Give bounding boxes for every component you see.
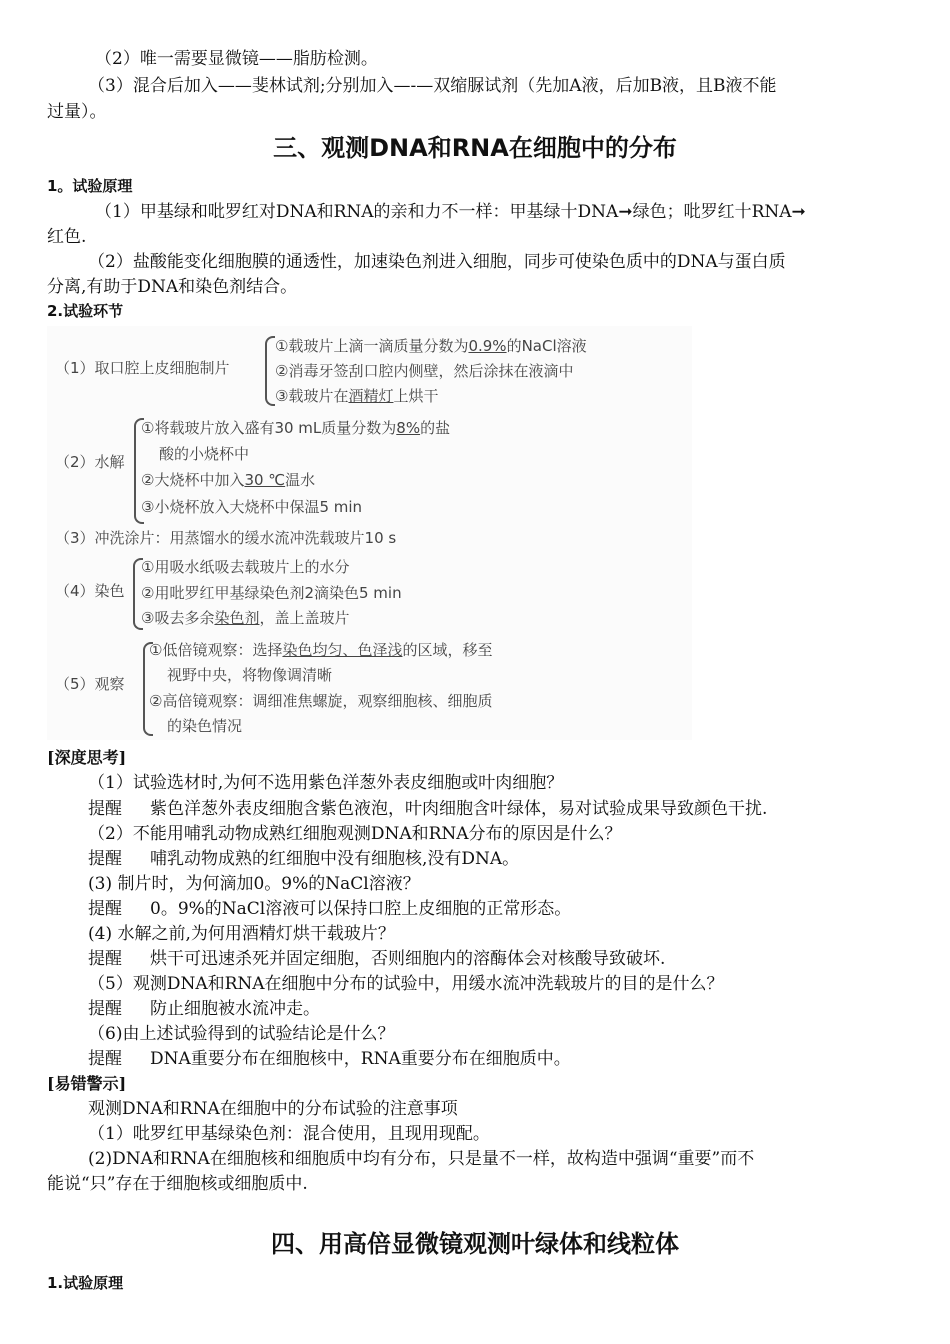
question: （2）不能用哺乳动物成熟红细胞观测DNA和RNA分布的原因是什么？ (88, 824, 622, 844)
answer: 提醒 防止细胞被水流冲走。 (88, 999, 320, 1019)
step-item: ①将载玻片放入盛有30 mL质量分数为8%的盐 (141, 419, 451, 437)
question: （1）试验选材时,为何不选用紫色洋葱外表皮细胞或叶肉细胞？ (88, 773, 564, 793)
step-item: 视野中央，将物像调清晰 (167, 666, 333, 684)
subheading: [深度思考] (47, 748, 127, 767)
step-item: ①低倍镜观察：选择染色均匀、色泽浅的区域，移至 (149, 641, 493, 659)
subheading: 2.试验环节 (47, 302, 124, 320)
step-item: ③小烧杯放入大烧杯中保温5 min (141, 498, 363, 516)
step-label: （1）取口腔上皮细胞制片 (55, 359, 230, 377)
step-item: ①用吸水纸吸去载玻片上的水分 (141, 558, 350, 576)
step-item: ③载玻片在酒精灯上烘干 (275, 387, 439, 405)
step-label: （3）冲洗涂片：用蒸馏水的缓水流冲洗载玻片10 s (55, 529, 397, 547)
subheading: 1。试验原理 (47, 177, 133, 195)
step-item: ②用吡罗红甲基绿染色剂2滴染色5 min (141, 584, 402, 602)
answer: 提醒 烘干可迅速杀死并固定细胞，否则细胞内的溶酶体会对核酸导致破坏. (88, 949, 666, 969)
section-title: 四、用高倍显微镜观测叶绿体和线粒体 (271, 1230, 679, 1258)
step-item: ②消毒牙签刮口腔内侧壁，然后涂抹在液滴中 (275, 362, 574, 380)
text-line: 红色. (47, 227, 87, 247)
question: (3) 制片时，为何滴加0。9%的NaCl溶液？ (88, 874, 420, 894)
answer: 提醒 DNA重要分布在细胞核中，RNA重要分布在细胞质中。 (88, 1049, 571, 1069)
answer: 提醒 紫色洋葱外表皮细胞含紫色液泡，叶肉细胞含叶绿体，易对试验成果导致颜色干扰. (88, 799, 768, 819)
step-label: （2）水解 (55, 453, 125, 471)
step-item: ②大烧杯中加入30 ℃温水 (141, 471, 316, 489)
step-item: ③吸去多余染色剂，盖上盖玻片 (141, 609, 350, 627)
answer: 提醒 0。9%的NaCl溶液可以保持口腔上皮细胞的正常形态。 (88, 899, 572, 919)
question: （6)由上述试验得到的试验结论是什么？ (88, 1024, 395, 1044)
question: (4) 水解之前,为何用酒精灯烘干载玻片？ (88, 924, 395, 944)
text-line: （2）盐酸能变化细胞膜的通透性，加速染色剂进入细胞，同步可使染色质中的DNA与蛋白质 (88, 252, 786, 272)
step-item: ①载玻片上滴一滴质量分数为0.9%的NaCl溶液 (275, 337, 587, 355)
step-item: ②高倍镜观察：调细准焦螺旋，观察细胞核、细胞质 (149, 692, 493, 710)
text-line: (2)DNA和RNA在细胞核和细胞质中均有分布，只是量不一样，故构造中强调“重要”而不 (88, 1149, 755, 1169)
text-line: （3）混合后加入——斐林试剂;分别加入—-—双缩脲试剂（先加A液，后加B液，且B液不能 (88, 76, 777, 96)
section-title: 三、观测DNA和RNA在细胞中的分布 (273, 134, 677, 162)
step-item: 的染色情况 (167, 717, 243, 735)
text-line: 能说“只”存在于细胞核或细胞质中. (47, 1174, 308, 1194)
step-label: （4）染色 (55, 582, 125, 600)
subheading: 1.试验原理 (47, 1274, 124, 1292)
brace-icon (265, 336, 275, 406)
question: （5）观测DNA和RNA在细胞中分布的试验中，用缓水流冲洗载玻片的目的是什么？ (88, 974, 724, 994)
text-line: （1）吡罗红甲基绿染色剂：混合使用，且现用现配。 (88, 1124, 490, 1144)
text-line: （2）唯一需要显微镜——脂肪检测。 (95, 49, 378, 69)
text-line: 观测DNA和RNA在细胞中的分布试验的注意事项 (88, 1099, 458, 1119)
step-label: （5）观察 (55, 675, 125, 693)
answer: 提醒 哺乳动物成熟的红细胞中没有细胞核,没有DNA。 (88, 849, 520, 869)
step-item: 酸的小烧杯中 (159, 445, 250, 463)
text-line: 分离,有助于DNA和染色剂结合。 (47, 277, 298, 297)
subheading: [易错警示] (47, 1074, 127, 1093)
text-line: （1）甲基绿和吡罗红对DNA和RNA的亲和力不一样：甲基绿十DNA➞绿色；吡罗红十RNA➞ (95, 202, 806, 222)
steps-figure (47, 326, 692, 740)
text-line: 过量）。 (47, 102, 107, 122)
